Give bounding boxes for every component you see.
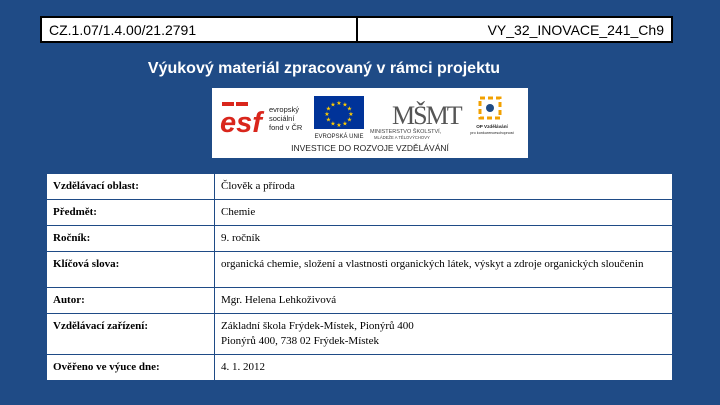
header-bar xyxy=(40,16,673,43)
project-code: CZ.1.07/1.4.00/21.2791 xyxy=(42,18,358,41)
svg-text:★: ★ xyxy=(330,120,336,128)
material-code: VY_32_INOVACE_241_Ch9 xyxy=(487,21,664,38)
svg-text:★: ★ xyxy=(325,116,332,124)
msmt-mark: MŠMT xyxy=(392,101,461,130)
eu-flag-logo xyxy=(314,96,364,140)
row-label: Ročník: xyxy=(47,226,215,252)
table-row xyxy=(47,200,673,226)
esf-line-3: fond v ČR xyxy=(269,123,303,132)
svg-text:★: ★ xyxy=(342,101,348,109)
row-label: Klíčová slova: xyxy=(47,252,215,288)
msmt-logo xyxy=(370,101,463,140)
logo-strip xyxy=(212,88,528,158)
op-line-2: pro konkurenceschopnost xyxy=(470,131,514,135)
row-value-line-1: Základní škola Frýdek-Místek, Pionýrů 400 xyxy=(221,320,414,332)
svg-text:★: ★ xyxy=(342,120,348,128)
svg-text:★: ★ xyxy=(324,111,330,118)
investice-banner: INVESTICE DO ROZVOJE VZDĚLÁVÁNÍ xyxy=(291,143,449,153)
row-value-line-2: Pionýrů 400, 738 02 Frýdek-Místek xyxy=(221,335,379,347)
row-label: Vzdělávací zařízení: xyxy=(47,314,215,355)
op-logo xyxy=(470,98,514,135)
op-line-1: OP Vzdělávání xyxy=(476,124,508,129)
esf-mark: esf xyxy=(220,107,262,139)
svg-text:★: ★ xyxy=(336,122,342,129)
svg-text:★: ★ xyxy=(330,101,336,109)
table-row xyxy=(47,226,673,252)
table-row xyxy=(47,174,673,200)
info-table xyxy=(46,173,673,381)
msmt-line-1: MINISTERSTVO ŠKOLSTVÍ, xyxy=(370,129,442,135)
esf-line-1: evropský xyxy=(269,105,300,114)
row-value: 4. 1. 2012 xyxy=(215,355,673,381)
row-value: Chemie xyxy=(215,200,673,226)
page-title: Výukový materiál zpracovaný v rámci projektu xyxy=(147,60,501,77)
esf-line-2: sociální xyxy=(269,114,295,123)
svg-text:★: ★ xyxy=(346,116,353,124)
table-row xyxy=(47,355,673,381)
row-value: Člověk a příroda xyxy=(215,174,673,200)
esf-logo xyxy=(220,102,303,139)
svg-text:★: ★ xyxy=(336,100,342,107)
row-value: organická chemie, složení a vlastnosti organických látek, výskyt a zdroje organických sloučenin xyxy=(215,252,673,288)
eu-caption: EVROPSKÁ UNIE xyxy=(314,134,364,140)
row-value: Mgr. Helena Lehkoživová xyxy=(215,288,673,314)
table-row xyxy=(47,252,673,288)
table-row xyxy=(47,288,673,314)
svg-text:★: ★ xyxy=(346,105,353,113)
table-row xyxy=(47,314,673,355)
row-value xyxy=(215,314,673,355)
svg-text:★: ★ xyxy=(348,111,354,118)
row-label: Předmět: xyxy=(47,200,215,226)
msmt-line-2: MLÁDEŽE A TĚLOVÝCHOVY xyxy=(374,135,430,140)
svg-text:★: ★ xyxy=(325,105,332,113)
row-label: Vzdělávací oblast: xyxy=(47,174,215,200)
row-label: Autor: xyxy=(47,288,215,314)
row-label: Ověřeno ve výuce dne: xyxy=(47,355,215,381)
row-value: 9. ročník xyxy=(215,226,673,252)
